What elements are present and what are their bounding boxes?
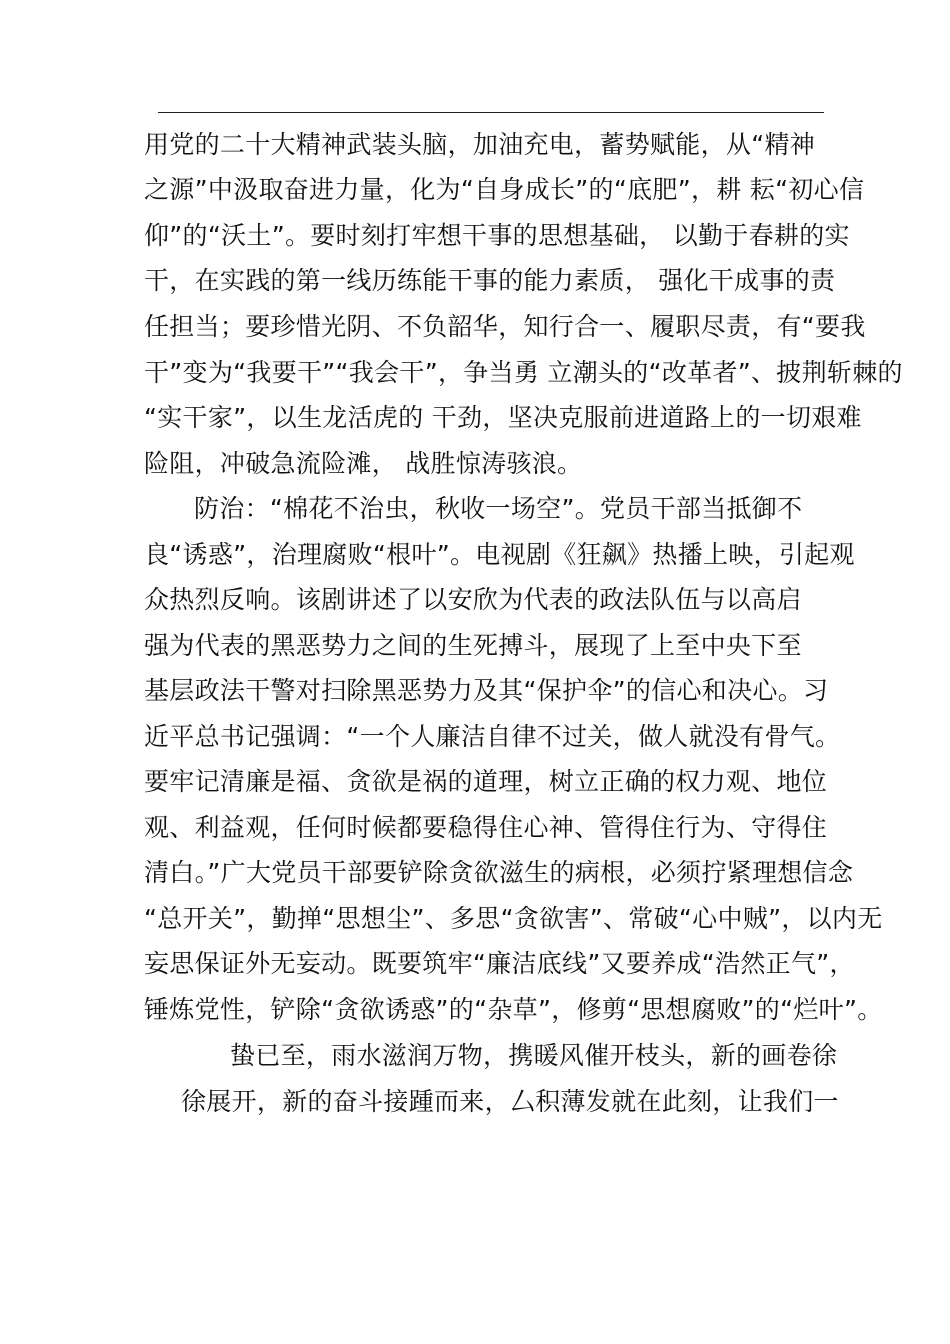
p1-line-5: 任担当；要珍惜光阴、不负韶华，知行合一、履职尽责，有“要我 (144, 312, 866, 341)
p2-line-9: 清白。”广大党员干部要铲除贪欲滋生的病根，必须拧紧理想信念 (144, 858, 854, 887)
p2-line-2: 良“诱惑”，治理腐败“根叶”。电视剧《狂飙》热播上映，引起观 (144, 540, 855, 569)
p2-line-7: 要牢记清廉是福、贪欲是祸的道理，树立正确的权力观、地位 (144, 767, 828, 796)
p1-line-6: 干”变为“我要干”“我会干”，争当勇 立潮头的“改革者”、披荆斩棘的 (144, 358, 903, 387)
p2-line-12: 锤炼党性，铲除“贪欲诱惑”的“杂草”，修剪“思想腐败”的“烂叶”。 (144, 995, 883, 1024)
p1-line-3: 仰”的“沃土”。要时刻打牢想干事的思想基础， 以勤于春耕的实 (144, 221, 850, 250)
p1-line-2: 之源”中汲取奋进力量，化为“自身成长”的“底肥”，耕 耘“初心信 (144, 175, 865, 204)
p2-line-8: 观、利益观，任何时候都要稳得住心神、管得住行为、守得住 (144, 813, 828, 842)
p2-line-6: 近平总书记强调：“一个人廉洁自律不过关，做人就没有骨气。 (144, 722, 841, 751)
header-rule (158, 112, 824, 113)
p2-line-10: “总开关”，勤掸“思想尘”、多思“贪欲害”、常破“心中贼”，以内无 (144, 904, 883, 933)
p1-line-1: 用党的二十大精神武装头脑，加油充电，蓄势赋能，从“精神 (144, 130, 816, 159)
p2-line-3: 众热烈反响。该剧讲述了以安欣为代表的政法队伍与以高启 (144, 585, 802, 614)
p2-line-5: 基层政法干警对扫除黑恶势力及其“保护伞”的信心和决心。习 (144, 676, 829, 705)
p3-line-1: 蛰已至，雨水滋润万物，携暖风催开枝头，新的画卷徐 (230, 1041, 838, 1070)
p1-line-8: 险阻，冲破急流险滩， 战胜惊涛骇浪。 (144, 449, 583, 478)
p2-line-4: 强为代表的黑恶势力之间的生死搏斗，展现了上至中央下至 (144, 631, 802, 660)
p2-line-11: 妄思保证外无妄动。既要筑牢“廉洁底线”又要养成“浩然正气”， (144, 949, 855, 978)
p2-line-1: 防治：“棉花不治虫，秋收一场空”。党员干部当抵御不 (194, 494, 803, 523)
p3-line-2: 徐展开，新的奋斗接踵而来，厶积薄发就在此刻，让我们一 (181, 1087, 839, 1116)
p1-line-7: “实干家”，以生龙活虎的 干劲，坚决克服前进道路上的一切艰难 (144, 403, 862, 432)
p1-line-4: 干，在实践的第一线历练能干事的能力素质， 强化干成事的责 (144, 266, 836, 295)
